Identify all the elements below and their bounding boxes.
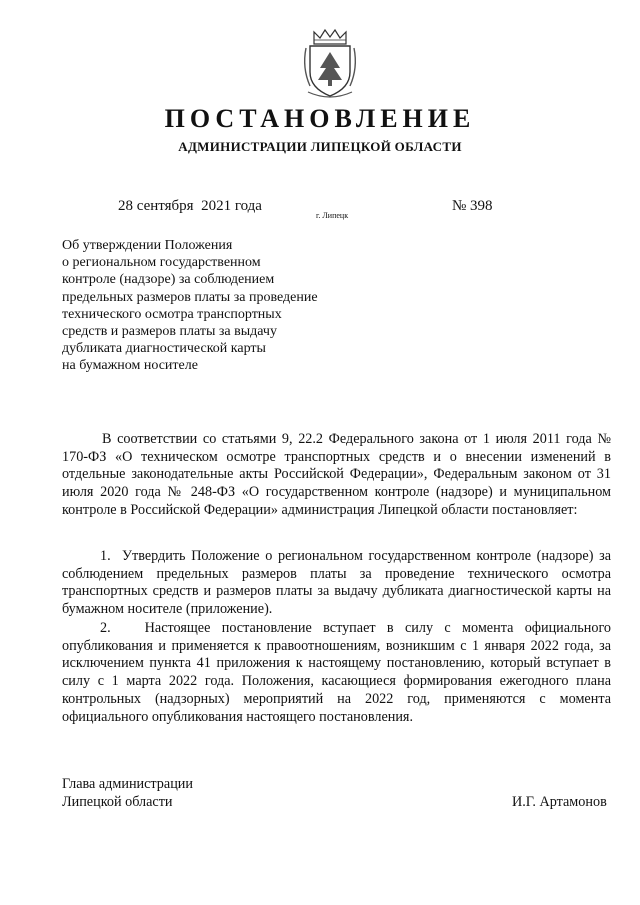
subject-line: дубликата диагностической карты — [62, 341, 266, 357]
document-subtitle: АДМИНИСТРАЦИИ ЛИПЕЦКОЙ ОБЛАСТИ — [178, 139, 462, 154]
resolution-item-2: 2. Настоящее постановление вступает в силу с момента официального опубликования и применяется к правоотношениям, возникшим с 1 января 2022 года, за исключением пункта 41 приложения к настоящему постановлению, который вступает в силу с 1 марта 2022 года. Положения, касающиеся формирования ежегодного плана контрольных (надзорных) мероприятий на 2022 год, применяются с момента официального опубликования настоящего постановления. — [62, 620, 615, 725]
intro-paragraph: В соответствии со статьями 9, 22.2 Федерального закона от 1 июля 2011 года № 170-ФЗ «О техническом осмотре транспортных средств и о внесении изменений в отдельные законодательные акты Российской Федерации», Федеральным законом от 31 июля 2020 года № 248-ФЗ «О государственном контроле (надзоре) и муниципальном контроле в Российской Федерации» администрация Липецкой области постановляет: — [62, 431, 611, 518]
document-number: № 398 — [452, 198, 493, 214]
subject-line: средств и размеров платы за выдачу — [62, 324, 277, 340]
signatory-title-line-2: Липецкой области — [62, 794, 173, 810]
document-place: г. Липецк — [316, 211, 349, 220]
subject-line: на бумажном носителе — [62, 358, 198, 374]
subject-line: технического осмотра транспортных — [62, 306, 282, 322]
document-subject — [62, 237, 362, 375]
subject-line: Об утверждении Положения — [62, 238, 233, 253]
subject-line: о региональном государственном — [62, 255, 261, 271]
signatory-name: И.Г. Артамонов — [512, 794, 607, 810]
signatory-title-line-1: Глава администрации — [62, 776, 193, 792]
resolution-item-1: 1. Утвердить Положение о региональном государственном контроле (надзоре) за соблюдением предельных размеров платы за проведение технического осмотра транспортных средств и размеров платы за выдачу дубликата диагностической карты на бумажном носителе (приложение). — [62, 548, 615, 618]
subject-line: контроле (надзоре) за соблюдением — [62, 272, 275, 288]
document-title: ПОСТАНОВЛЕНИЕ — [164, 104, 476, 133]
document-date: 28 сентября 2021 года — [118, 198, 262, 214]
coat-of-arms-icon — [300, 28, 360, 100]
subject-line: предельных размеров платы за проведение — [62, 289, 318, 305]
